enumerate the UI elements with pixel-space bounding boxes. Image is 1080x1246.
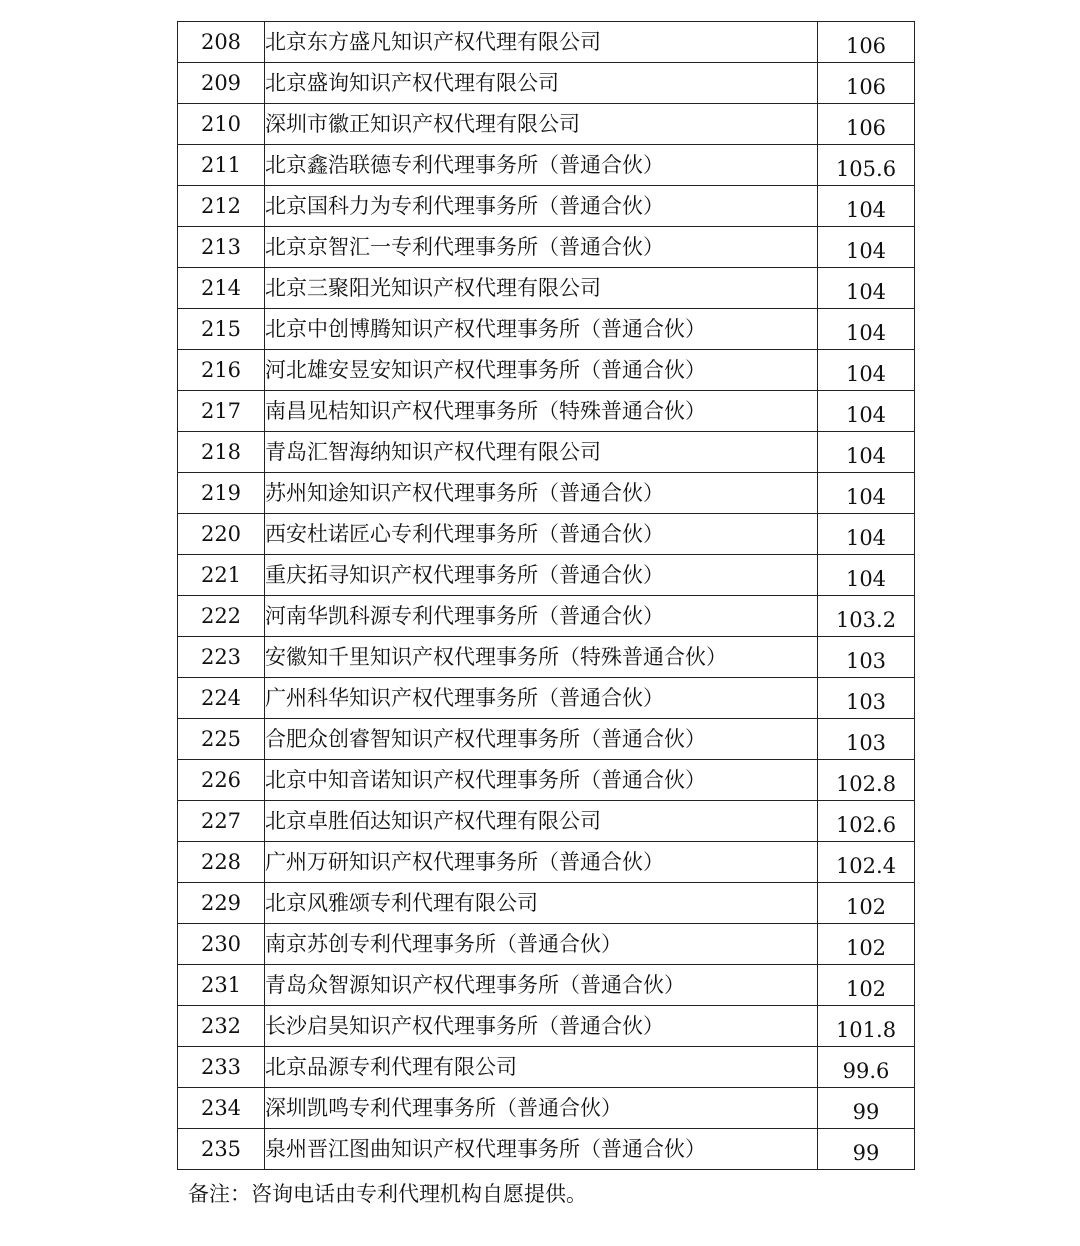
row-number-cell: 211 bbox=[178, 145, 265, 186]
row-number-cell: 230 bbox=[178, 924, 265, 965]
score-value: 104 bbox=[845, 239, 887, 263]
row-number-cell: 229 bbox=[178, 883, 265, 924]
row-number-cell: 225 bbox=[178, 719, 265, 760]
row-number-cell: 218 bbox=[178, 432, 265, 473]
row-number-cell: 234 bbox=[178, 1088, 265, 1129]
table-row bbox=[178, 22, 915, 63]
row-number-cell: 231 bbox=[178, 965, 265, 1006]
table-row bbox=[178, 227, 915, 268]
score-value: 104 bbox=[845, 362, 887, 386]
agency-name-cell: 北京盛询知识产权代理有限公司 bbox=[265, 63, 818, 104]
table-row bbox=[178, 842, 915, 883]
agency-name-cell: 北京鑫浩联德专利代理事务所（普通合伙） bbox=[265, 145, 818, 186]
row-number-cell: 213 bbox=[178, 227, 265, 268]
table-row bbox=[178, 637, 915, 678]
agency-name-cell: 北京京智汇一专利代理事务所（普通合伙） bbox=[265, 227, 818, 268]
table-body bbox=[178, 22, 915, 1170]
score-cell bbox=[818, 637, 915, 678]
score-value: 104 bbox=[845, 403, 887, 427]
agency-name-cell: 北京中知音诺知识产权代理事务所（普通合伙） bbox=[265, 760, 818, 801]
agency-name-cell: 北京中创博腾知识产权代理事务所（普通合伙） bbox=[265, 309, 818, 350]
table-row bbox=[178, 432, 915, 473]
score-value: 102.8 bbox=[835, 772, 897, 796]
agency-name-cell: 西安杜诺匠心专利代理事务所（普通合伙） bbox=[265, 514, 818, 555]
agency-name-cell: 北京国科力为专利代理事务所（普通合伙） bbox=[265, 186, 818, 227]
row-number-cell: 228 bbox=[178, 842, 265, 883]
score-cell bbox=[818, 268, 915, 309]
agency-name-cell: 合肥众创睿智知识产权代理事务所（普通合伙） bbox=[265, 719, 818, 760]
row-number-cell: 212 bbox=[178, 186, 265, 227]
table-row bbox=[178, 391, 915, 432]
agency-name-cell: 深圳市徽正知识产权代理有限公司 bbox=[265, 104, 818, 145]
score-cell bbox=[818, 309, 915, 350]
table-row bbox=[178, 1006, 915, 1047]
table-row bbox=[178, 473, 915, 514]
score-value: 102.4 bbox=[835, 854, 897, 878]
table-row bbox=[178, 555, 915, 596]
score-cell bbox=[818, 719, 915, 760]
row-number-cell: 219 bbox=[178, 473, 265, 514]
table-row bbox=[178, 350, 915, 391]
row-number-cell: 214 bbox=[178, 268, 265, 309]
agency-name-cell: 广州科华知识产权代理事务所（普通合伙） bbox=[265, 678, 818, 719]
table-row bbox=[178, 268, 915, 309]
row-number-cell: 221 bbox=[178, 555, 265, 596]
table-row bbox=[178, 1088, 915, 1129]
agency-ranking-table bbox=[177, 21, 915, 1170]
table-row bbox=[178, 883, 915, 924]
score-cell bbox=[818, 760, 915, 801]
table-row bbox=[178, 678, 915, 719]
table-row bbox=[178, 965, 915, 1006]
row-number-cell: 232 bbox=[178, 1006, 265, 1047]
row-number-cell: 233 bbox=[178, 1047, 265, 1088]
agency-name-cell: 北京东方盛凡知识产权代理有限公司 bbox=[265, 22, 818, 63]
row-number-cell: 220 bbox=[178, 514, 265, 555]
score-value: 102 bbox=[845, 936, 887, 960]
score-cell bbox=[818, 145, 915, 186]
agency-name-cell: 南京苏创专利代理事务所（普通合伙） bbox=[265, 924, 818, 965]
score-value: 101.8 bbox=[835, 1018, 897, 1042]
score-value: 102 bbox=[845, 977, 887, 1001]
score-value: 104 bbox=[845, 485, 887, 509]
score-value: 99 bbox=[852, 1141, 880, 1165]
score-value: 106 bbox=[845, 116, 887, 140]
table-row bbox=[178, 760, 915, 801]
score-cell bbox=[818, 514, 915, 555]
score-value: 103 bbox=[845, 731, 887, 755]
agency-name-cell: 苏州知途知识产权代理事务所（普通合伙） bbox=[265, 473, 818, 514]
score-cell bbox=[818, 22, 915, 63]
table-row bbox=[178, 309, 915, 350]
agency-name-cell: 北京风雅颂专利代理有限公司 bbox=[265, 883, 818, 924]
table-row bbox=[178, 1047, 915, 1088]
score-cell bbox=[818, 227, 915, 268]
agency-name-cell: 南昌见桔知识产权代理事务所（特殊普通合伙） bbox=[265, 391, 818, 432]
score-cell bbox=[818, 965, 915, 1006]
score-value: 99.6 bbox=[842, 1059, 890, 1083]
score-value: 103 bbox=[845, 649, 887, 673]
score-value: 102 bbox=[845, 895, 887, 919]
score-value: 103.2 bbox=[835, 608, 897, 632]
table-row bbox=[178, 924, 915, 965]
score-cell bbox=[818, 842, 915, 883]
score-cell bbox=[818, 596, 915, 637]
table-row bbox=[178, 63, 915, 104]
agency-name-cell: 泉州晋江图曲知识产权代理事务所（普通合伙） bbox=[265, 1129, 818, 1170]
agency-name-cell: 北京三聚阳光知识产权代理有限公司 bbox=[265, 268, 818, 309]
agency-name-cell: 青岛众智源知识产权代理事务所（普通合伙） bbox=[265, 965, 818, 1006]
score-value: 106 bbox=[845, 34, 887, 58]
score-cell bbox=[818, 678, 915, 719]
score-value: 106 bbox=[845, 75, 887, 99]
row-number-cell: 227 bbox=[178, 801, 265, 842]
footnote: 备注：咨询电话由专利代理机构自愿提供。 bbox=[188, 1182, 587, 1206]
score-cell bbox=[818, 104, 915, 145]
row-number-cell: 222 bbox=[178, 596, 265, 637]
table-row bbox=[178, 145, 915, 186]
score-cell bbox=[818, 1006, 915, 1047]
agency-name-cell: 广州万研知识产权代理事务所（普通合伙） bbox=[265, 842, 818, 883]
score-cell bbox=[818, 1088, 915, 1129]
row-number-cell: 210 bbox=[178, 104, 265, 145]
score-value: 104 bbox=[845, 444, 887, 468]
row-number-cell: 223 bbox=[178, 637, 265, 678]
agency-name-cell: 北京卓胜佰达知识产权代理有限公司 bbox=[265, 801, 818, 842]
score-value: 99 bbox=[852, 1100, 880, 1124]
score-cell bbox=[818, 63, 915, 104]
score-cell bbox=[818, 391, 915, 432]
score-cell bbox=[818, 883, 915, 924]
score-value: 103 bbox=[845, 690, 887, 714]
agency-name-cell: 河北雄安昱安知识产权代理事务所（普通合伙） bbox=[265, 350, 818, 391]
table-row bbox=[178, 801, 915, 842]
row-number-cell: 216 bbox=[178, 350, 265, 391]
row-number-cell: 226 bbox=[178, 760, 265, 801]
table-row bbox=[178, 186, 915, 227]
agency-name-cell: 青岛汇智海纳知识产权代理有限公司 bbox=[265, 432, 818, 473]
score-value: 104 bbox=[845, 567, 887, 591]
score-value: 104 bbox=[845, 198, 887, 222]
score-cell bbox=[818, 432, 915, 473]
agency-name-cell: 安徽知千里知识产权代理事务所（特殊普通合伙） bbox=[265, 637, 818, 678]
score-cell bbox=[818, 350, 915, 391]
score-cell bbox=[818, 1047, 915, 1088]
table-row bbox=[178, 596, 915, 637]
agency-name-cell: 重庆拓寻知识产权代理事务所（普通合伙） bbox=[265, 555, 818, 596]
score-value: 102.6 bbox=[835, 813, 897, 837]
score-cell bbox=[818, 924, 915, 965]
score-value: 105.6 bbox=[835, 157, 897, 181]
agency-name-cell: 北京品源专利代理有限公司 bbox=[265, 1047, 818, 1088]
table-row bbox=[178, 1129, 915, 1170]
table-row bbox=[178, 104, 915, 145]
agency-name-cell: 长沙启昊知识产权代理事务所（普通合伙） bbox=[265, 1006, 818, 1047]
row-number-cell: 208 bbox=[178, 22, 265, 63]
row-number-cell: 224 bbox=[178, 678, 265, 719]
table-row bbox=[178, 719, 915, 760]
row-number-cell: 215 bbox=[178, 309, 265, 350]
score-cell bbox=[818, 186, 915, 227]
score-cell bbox=[818, 1129, 915, 1170]
agency-name-cell: 深圳凯鸣专利代理事务所（普通合伙） bbox=[265, 1088, 818, 1129]
score-value: 104 bbox=[845, 280, 887, 304]
row-number-cell: 235 bbox=[178, 1129, 265, 1170]
row-number-cell: 209 bbox=[178, 63, 265, 104]
score-cell bbox=[818, 801, 915, 842]
row-number-cell: 217 bbox=[178, 391, 265, 432]
agency-name-cell: 河南华凯科源专利代理事务所（普通合伙） bbox=[265, 596, 818, 637]
score-cell bbox=[818, 473, 915, 514]
score-value: 104 bbox=[845, 526, 887, 550]
score-cell bbox=[818, 555, 915, 596]
score-value: 104 bbox=[845, 321, 887, 345]
table-row bbox=[178, 514, 915, 555]
